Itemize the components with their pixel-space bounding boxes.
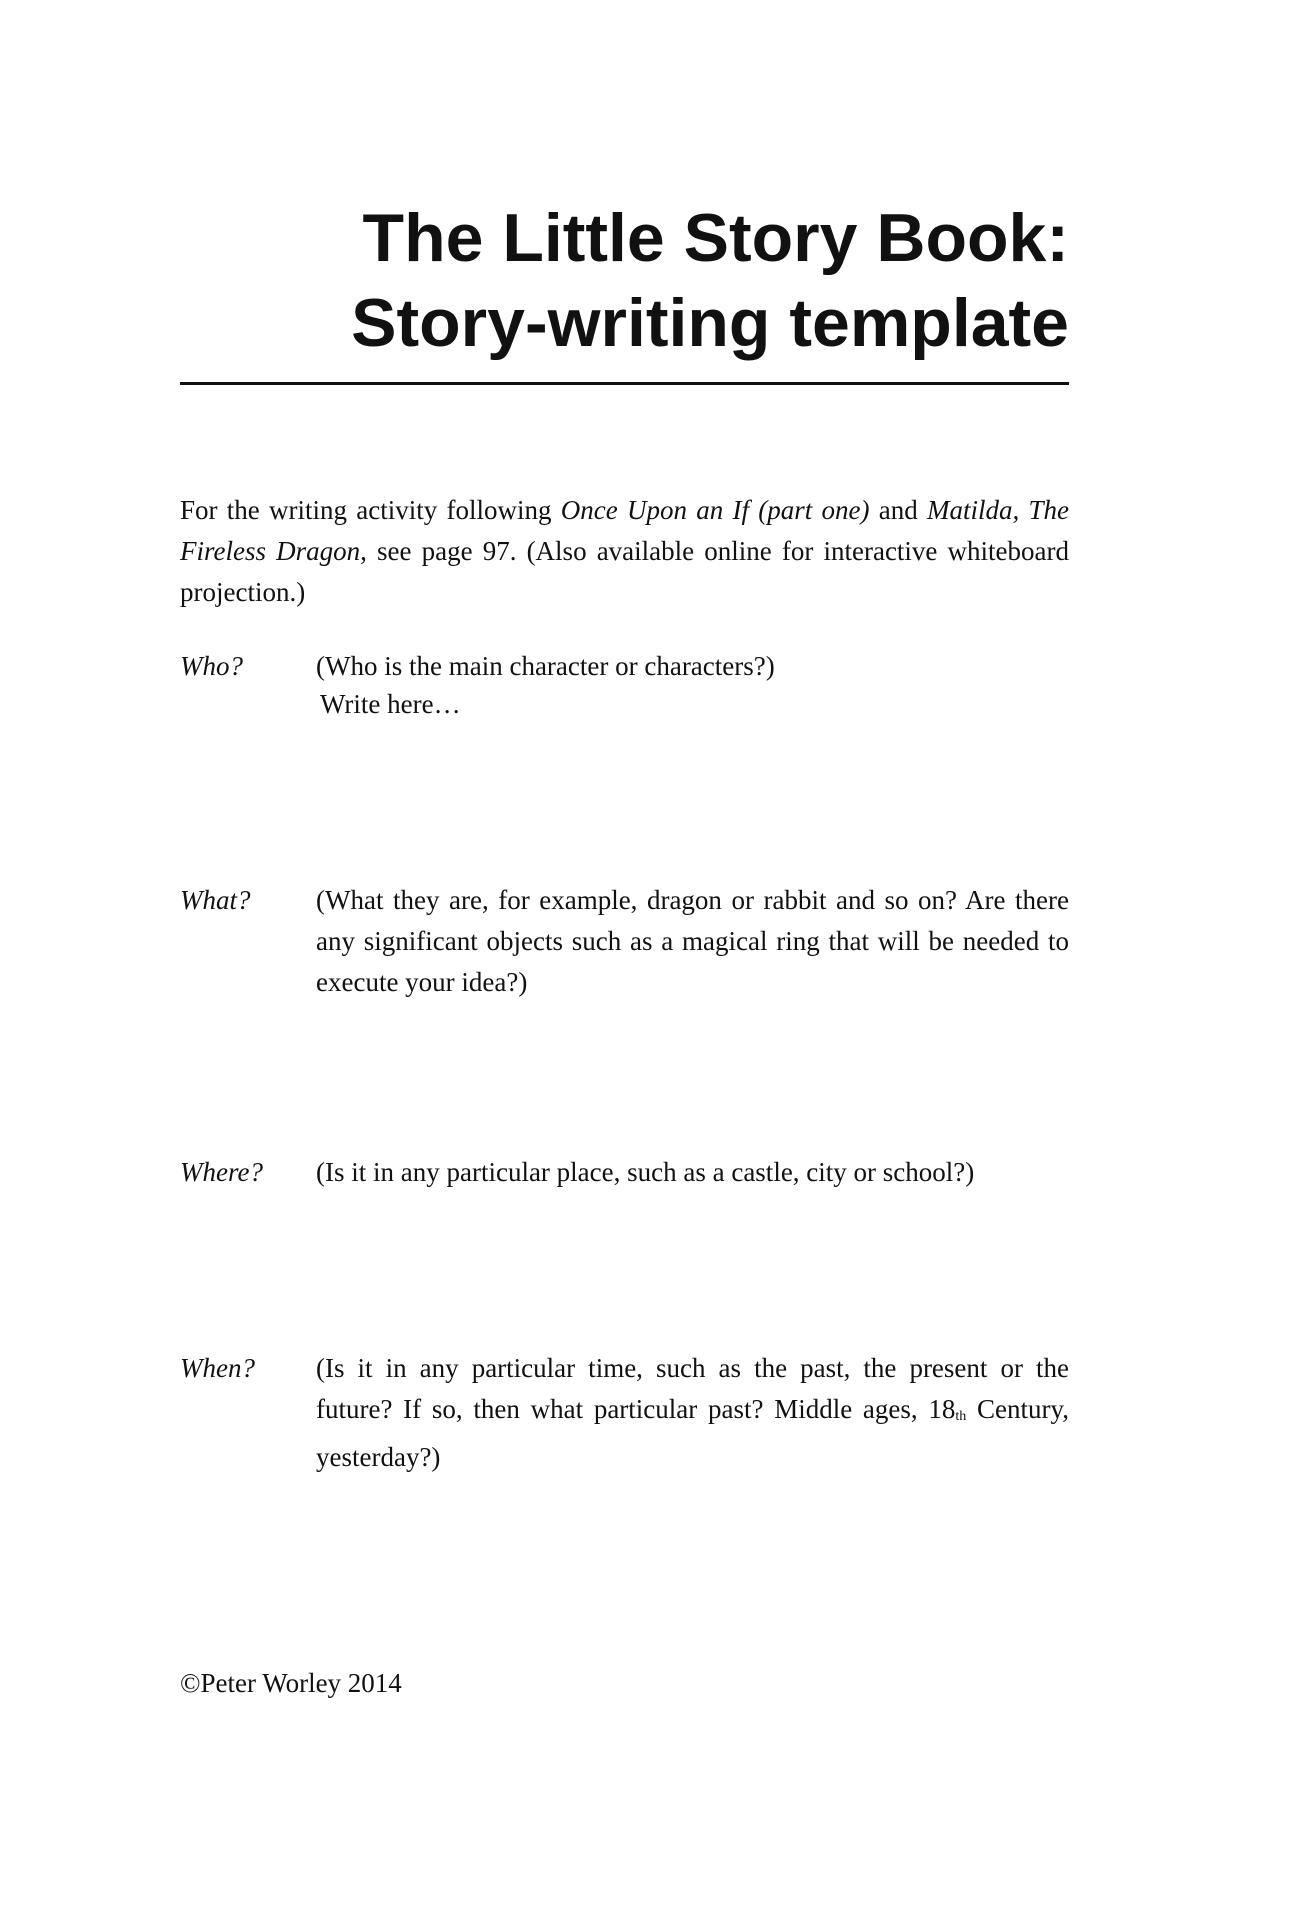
intro-text-2: and: [869, 495, 927, 525]
what-label: What?: [180, 885, 251, 915]
when-label: When?: [180, 1353, 255, 1383]
when-prompt: [316, 1348, 1069, 1478]
when-prompt-text-2: Century, yesterday?): [316, 1394, 1069, 1472]
title-divider: [180, 382, 1069, 385]
what-prompt: (What they are, for example, dragon or rabbit and so on? Are there any significant objects such as a magical ring that will be needed to execute your idea?): [316, 885, 1069, 997]
when-prompt-text-1: (Is it in any particular time, such as the past, the present or the future? If so, then what particular past? Middle ages, 18: [316, 1353, 1069, 1424]
who-write-here: Write here…: [320, 689, 461, 719]
who-prompt: (Who is the main character or characters?): [316, 651, 775, 681]
title-line-1: The Little Story Book:: [362, 200, 1069, 276]
where-prompt: (Is it in any particular place, such as a castle, city or school?): [316, 1157, 975, 1187]
intro-text-3: , see page 97. (Also available online for interactive whiteboard projection.): [180, 536, 1069, 607]
who-label: Who?: [180, 651, 243, 681]
copyright-footer: ©Peter Worley 2014: [180, 1668, 402, 1698]
where-label: Where?: [180, 1157, 263, 1187]
page-title: [180, 196, 1069, 366]
title-line-2: Story-writing template: [351, 285, 1069, 361]
who-prompt-block: [316, 646, 1069, 725]
intro-book-1: Once Upon an If (part one): [560, 495, 870, 525]
when-ordinal-suffix: th: [955, 1409, 967, 1424]
intro-paragraph: [180, 490, 1069, 613]
intro-book-2: Matilda, The Fireless Dragon: [180, 495, 1070, 566]
intro-text-1: For the writing activity following: [180, 495, 561, 525]
